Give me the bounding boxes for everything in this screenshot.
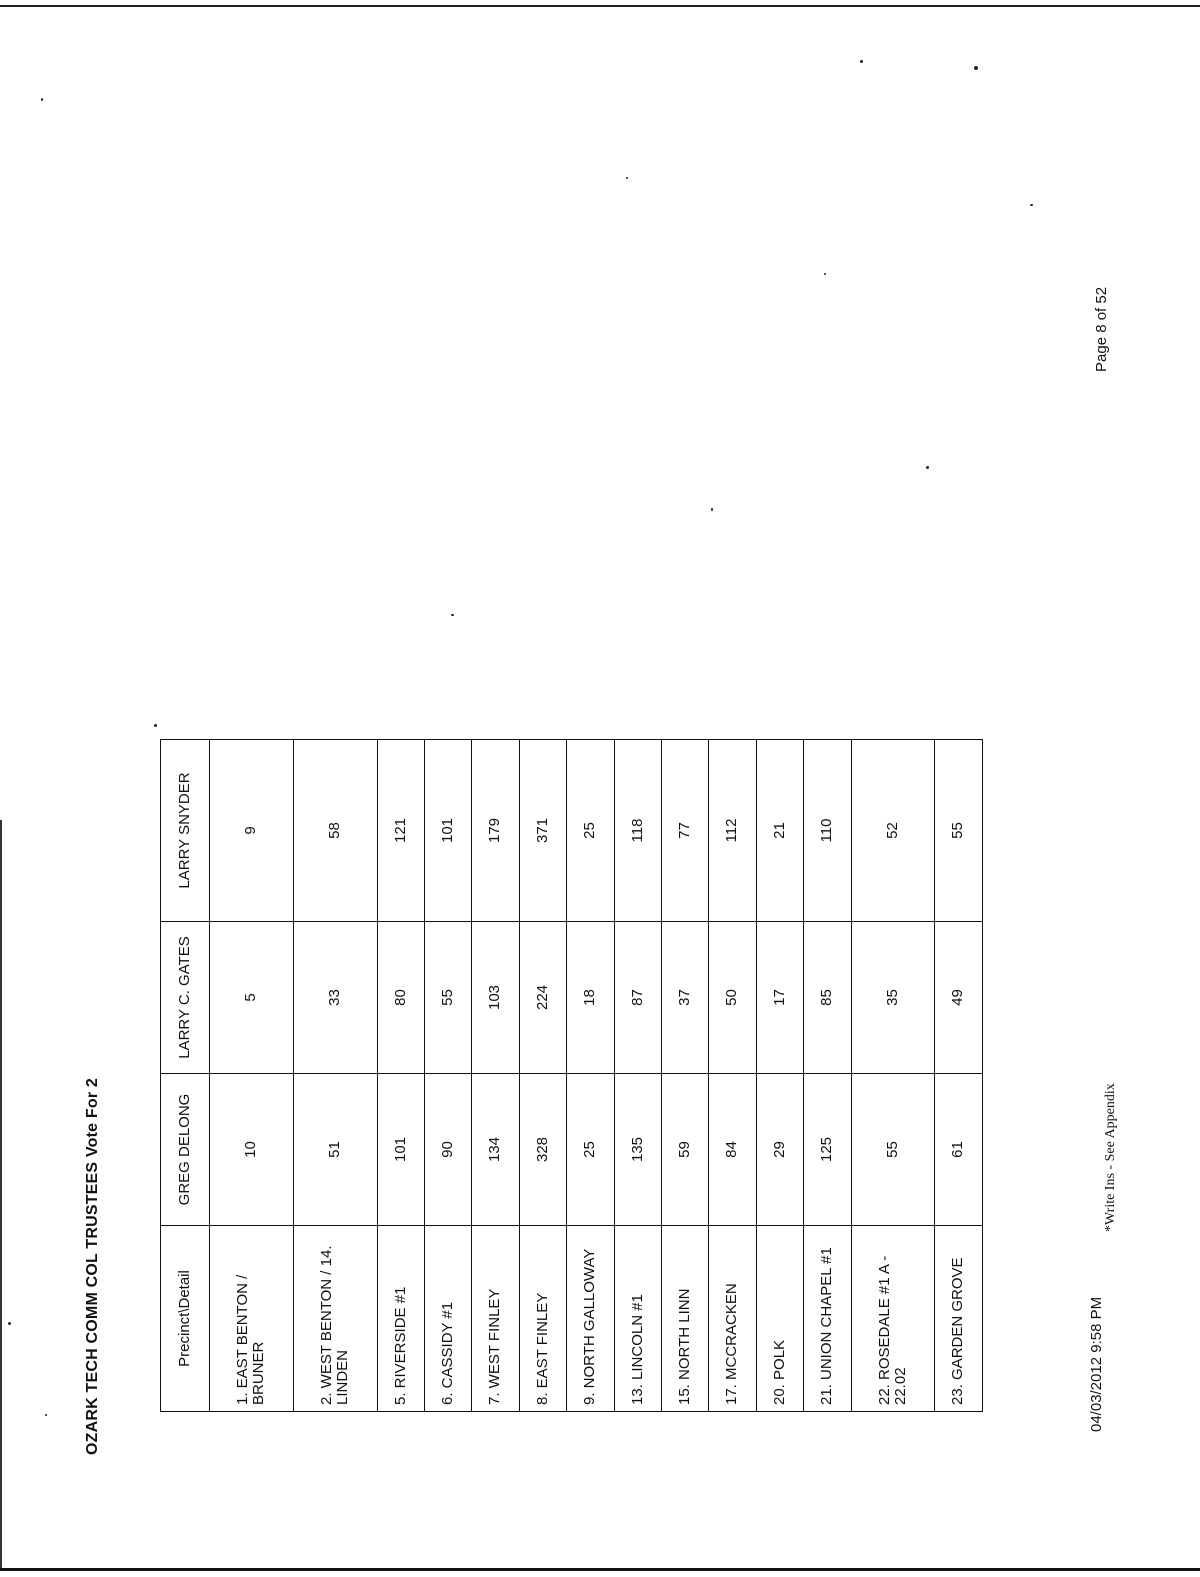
scan-speck <box>8 1322 11 1325</box>
greg-delong-votes: 59 <box>662 1074 709 1226</box>
greg-delong-votes: 90 <box>425 1074 472 1226</box>
header-larry-snyder: LARRY SNYDER <box>161 740 210 922</box>
larry-c-gates-votes: 50 <box>709 922 756 1074</box>
larry-c-gates-votes: 5 <box>210 922 294 1074</box>
larry-c-gates-votes: 87 <box>614 922 661 1074</box>
table-row <box>709 740 756 1412</box>
larry-c-gates-votes: 55 <box>425 922 472 1074</box>
larry-snyder-votes: 52 <box>851 740 935 922</box>
larry-c-gates-votes: 35 <box>851 922 935 1074</box>
table-row <box>756 740 803 1412</box>
page-left-edge <box>0 820 2 1570</box>
header-larry-c-gates: LARRY C. GATES <box>161 922 210 1074</box>
greg-delong-votes: 10 <box>210 1074 294 1226</box>
scan-speck <box>711 508 713 511</box>
precinct-cell: 13. LINCOLN #1 <box>614 1226 661 1412</box>
larry-c-gates-votes: 224 <box>519 922 566 1074</box>
table-row <box>377 740 424 1412</box>
table-row <box>614 740 661 1412</box>
greg-delong-votes: 135 <box>614 1074 661 1226</box>
greg-delong-votes: 84 <box>709 1074 756 1226</box>
precinct-cell: 5. RIVERSIDE #1 <box>377 1226 424 1412</box>
table-row <box>472 740 519 1412</box>
scan-speck <box>926 466 929 469</box>
scan-speck <box>451 614 454 616</box>
greg-delong-votes: 25 <box>567 1074 614 1226</box>
greg-delong-votes: 51 <box>293 1074 377 1226</box>
scan-speck <box>974 66 978 70</box>
larry-snyder-votes: 58 <box>293 740 377 922</box>
precinct-cell: 15. NORTH LINN <box>662 1226 709 1412</box>
table-row <box>293 740 377 1412</box>
larry-c-gates-votes: 49 <box>935 922 983 1074</box>
table-row <box>425 740 472 1412</box>
greg-delong-votes: 61 <box>935 1074 983 1226</box>
larry-c-gates-votes: 37 <box>662 922 709 1074</box>
write-ins-note: *Write Ins - See Appendix <box>1103 1083 1118 1232</box>
larry-snyder-votes: 101 <box>425 740 472 922</box>
greg-delong-votes: 55 <box>851 1074 935 1226</box>
scan-speck <box>626 177 628 179</box>
results-table <box>160 739 983 1412</box>
table-row <box>804 740 851 1412</box>
scan-speck <box>45 1414 47 1416</box>
precinct-cell: 21. UNION CHAPEL #1 <box>804 1226 851 1412</box>
report-timestamp: 04/03/2012 9:58 PM <box>1088 1296 1105 1432</box>
larry-snyder-votes: 118 <box>614 740 661 922</box>
larry-c-gates-votes: 33 <box>293 922 377 1074</box>
greg-delong-votes: 134 <box>472 1074 519 1226</box>
larry-snyder-votes: 55 <box>935 740 983 922</box>
table-header-row <box>161 740 210 1412</box>
greg-delong-votes: 125 <box>804 1074 851 1226</box>
header-greg-delong: GREG DELONG <box>161 1074 210 1226</box>
larry-snyder-votes: 121 <box>377 740 424 922</box>
precinct-cell: 23. GARDEN GROVE <box>935 1226 983 1412</box>
scan-speck <box>860 60 863 63</box>
greg-delong-votes: 29 <box>756 1074 803 1226</box>
precinct-cell: 1. EAST BENTON / BRUNER <box>210 1226 294 1412</box>
larry-snyder-votes: 112 <box>709 740 756 922</box>
precinct-cell: 6. CASSIDY #1 <box>425 1226 472 1412</box>
larry-c-gates-votes: 18 <box>567 922 614 1074</box>
table-row <box>567 740 614 1412</box>
page-top-edge <box>0 5 1200 7</box>
results-table-container <box>160 740 983 1412</box>
table-row <box>210 740 294 1412</box>
scan-speck <box>824 273 826 275</box>
larry-snyder-votes: 25 <box>567 740 614 922</box>
larry-snyder-votes: 110 <box>804 740 851 922</box>
larry-c-gates-votes: 85 <box>804 922 851 1074</box>
larry-snyder-votes: 21 <box>756 740 803 922</box>
greg-delong-votes: 328 <box>519 1074 566 1226</box>
larry-snyder-votes: 179 <box>472 740 519 922</box>
precinct-cell: 17. MCCRACKEN <box>709 1226 756 1412</box>
header-precinct: Precinct\Detail <box>161 1226 210 1412</box>
precinct-cell: 7. WEST FINLEY <box>472 1226 519 1412</box>
precinct-cell: 9. NORTH GALLOWAY <box>567 1226 614 1412</box>
table-row <box>662 740 709 1412</box>
table-row <box>519 740 566 1412</box>
greg-delong-votes: 101 <box>377 1074 424 1226</box>
precinct-cell: 8. EAST FINLEY <box>519 1226 566 1412</box>
precinct-cell: 22. ROSEDALE #1 A - 22.02 <box>851 1226 935 1412</box>
larry-c-gates-votes: 17 <box>756 922 803 1074</box>
scan-speck <box>154 724 157 727</box>
table-row <box>851 740 935 1412</box>
larry-snyder-votes: 77 <box>662 740 709 922</box>
report-title: OZARK TECH COMM COL TRUSTEES Vote For 2 <box>84 1078 101 1455</box>
larry-snyder-votes: 9 <box>210 740 294 922</box>
table-row <box>935 740 983 1412</box>
page-bottom-edge <box>0 1568 1200 1571</box>
larry-c-gates-votes: 80 <box>377 922 424 1074</box>
larry-c-gates-votes: 103 <box>472 922 519 1074</box>
scan-speck <box>1030 204 1033 206</box>
page-number: Page 8 of 52 <box>1093 286 1110 372</box>
larry-snyder-votes: 371 <box>519 740 566 922</box>
precinct-cell: 2. WEST BENTON / 14. LINDEN <box>293 1226 377 1412</box>
scan-speck <box>41 98 43 101</box>
precinct-cell: 20. POLK <box>756 1226 803 1412</box>
